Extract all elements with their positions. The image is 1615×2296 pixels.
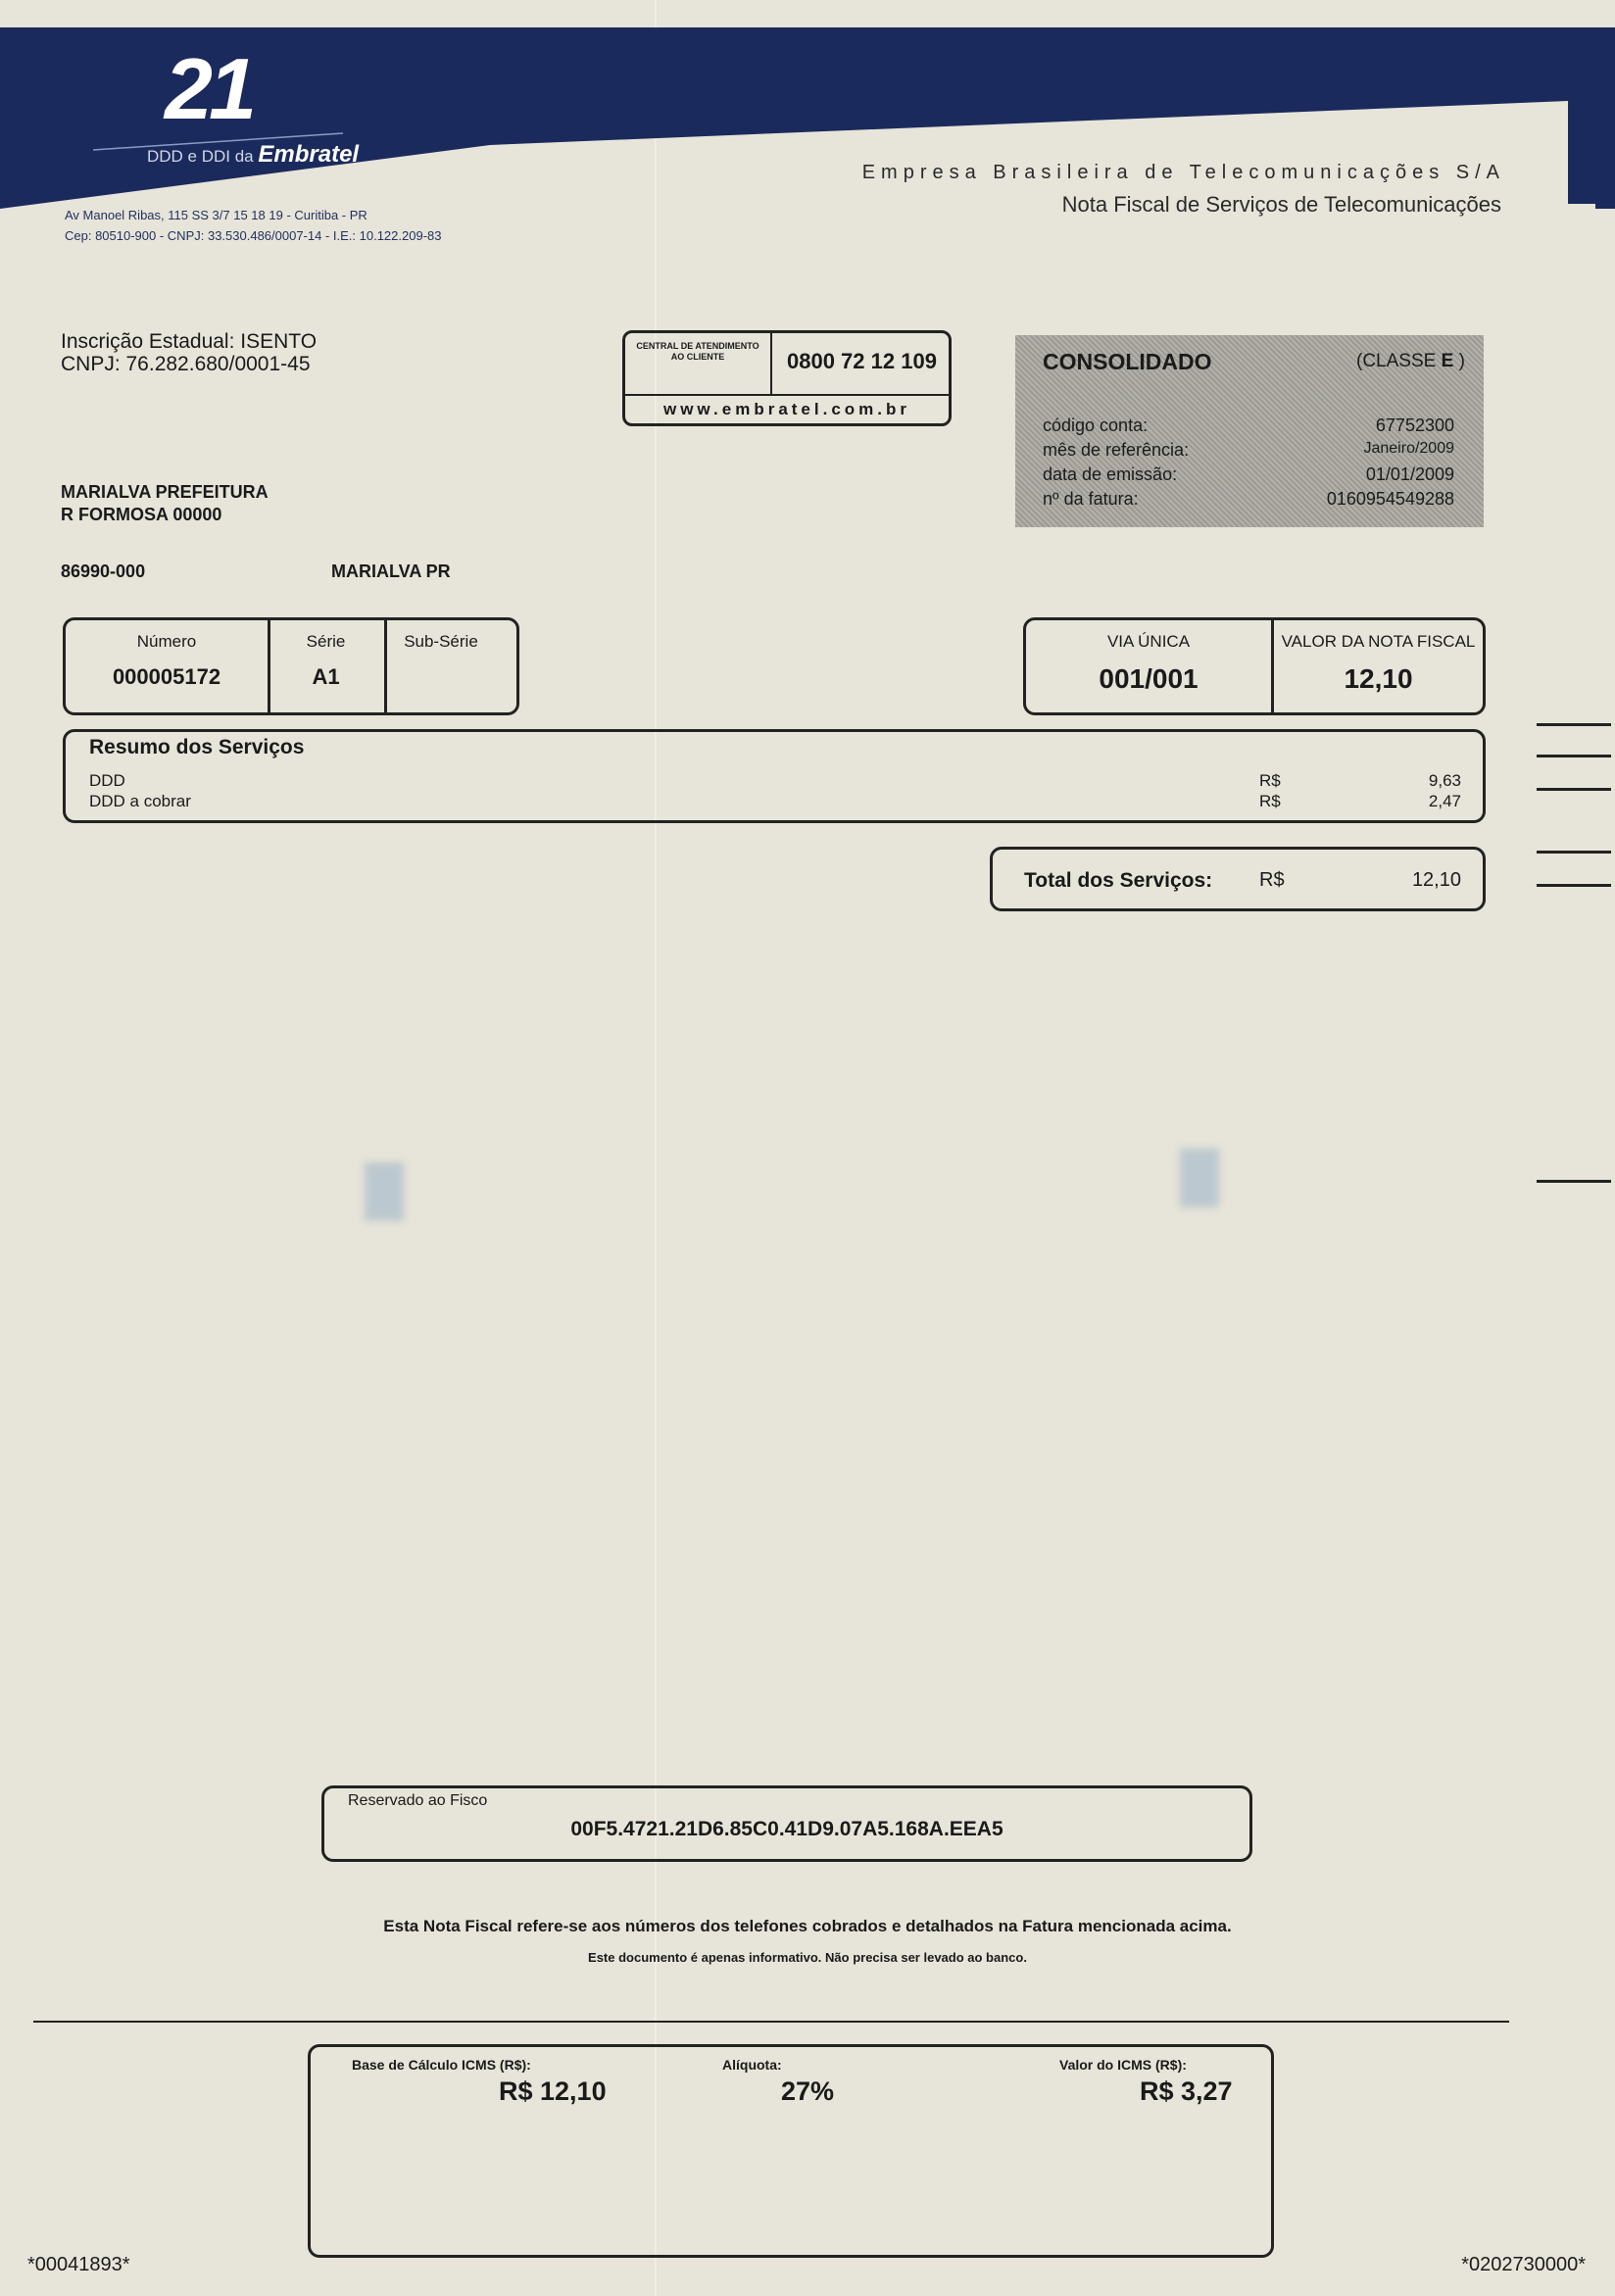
issue-date-label: data de emissão: (1043, 464, 1178, 484)
invoice-value-label: VALOR DA NOTA FISCAL (1281, 632, 1476, 651)
logo-tagline (147, 141, 359, 169)
paper-stain (1180, 1148, 1219, 1207)
numero-value: 000005172 (112, 664, 221, 689)
divider (770, 333, 772, 394)
services-summary-box (63, 729, 1486, 823)
account-title: CONSOLIDADO (1043, 349, 1212, 374)
total-label: Total dos Serviços: (1024, 869, 1213, 892)
margin-mark (1537, 851, 1611, 854)
margin-mark (1537, 788, 1611, 791)
invoice-value-box (1023, 617, 1486, 715)
serie-label: Série (306, 632, 346, 651)
customer-cep: 86990-000 (61, 562, 146, 581)
note-line-1: Esta Nota Fiscal refere-se aos números dos telefones cobrados e detalhados na Fatura mencionada acima. (383, 1917, 1232, 1935)
via-value: 001/001 (1099, 663, 1199, 694)
customer-street: R FORMOSA 00000 (61, 505, 222, 524)
fisco-code: 00F5.4721.21D6.85C0.41D9.07A5.168A.EEA5 (570, 1818, 1003, 1840)
service-amount: 2,47 (1428, 792, 1461, 810)
margin-mark (1537, 1180, 1611, 1183)
icms-box (308, 2044, 1274, 2258)
serie-value: A1 (312, 664, 340, 689)
paper-stain (365, 1162, 404, 1221)
account-code-value: 67752300 (1375, 415, 1454, 435)
invoice-id-box (63, 617, 519, 715)
invoice-number-value: 0160954549288 (1326, 489, 1454, 509)
service-amount: 9,63 (1428, 771, 1461, 790)
issue-date-value: 01/01/2009 (1365, 464, 1454, 484)
margin-mark (1537, 723, 1611, 726)
service-currency: R$ (1259, 771, 1281, 790)
note-line-2: Este documento é apenas informativo. Não precisa ser levado ao banco. (588, 1950, 1027, 1965)
logo-prefix: DDD e DDI da (147, 147, 254, 166)
customer-service-label: CENTRAL DE ATENDIMENTO AO CLIENTE (636, 341, 759, 362)
icms-valor-value: R$ 3,27 (1140, 2076, 1233, 2106)
footer-left-code: *00041893* (27, 2254, 130, 2275)
total-amount: 12,10 (1411, 869, 1461, 891)
customer-service-box (622, 330, 952, 426)
footer-right-code: *0202730000* (1461, 2254, 1586, 2275)
customer-cnpj: CNPJ: 76.282.680/0001-45 (61, 353, 311, 375)
customer-city: MARIALVA PR (331, 562, 451, 581)
invoice-number-label: nº da fatura: (1043, 489, 1139, 509)
logo-name: Embratel (258, 141, 360, 168)
divider-line (33, 2021, 1509, 2023)
company-name: Empresa Brasileira de Telecomunicações S/A (861, 162, 1505, 183)
account-panel (1015, 335, 1484, 527)
reference-month-label: mês de referência: (1043, 440, 1190, 460)
account-class: (CLASSE E ) (1356, 351, 1465, 371)
via-label: VIA ÚNICA (1106, 632, 1191, 651)
issuer-registration: Cep: 80510-900 - CNPJ: 33.530.486/0007-14 - I.E.: 10.122.209-83 (65, 228, 442, 243)
account-code-label: código conta: (1043, 415, 1149, 435)
fisco-label: Reservado ao Fisco (348, 1792, 488, 1809)
services-total-box (990, 847, 1486, 911)
website-link[interactable]: www.embratel.com.br (662, 400, 911, 418)
customer-service-phone: 0800 72 12 109 (787, 349, 937, 373)
service-name: DDD (89, 771, 125, 790)
reference-month-value: Janeiro/2009 (1363, 440, 1454, 457)
document-title: Nota Fiscal de Serviços de Telecomunicações (1061, 192, 1501, 217)
margin-mark (1537, 884, 1611, 887)
fisco-box (321, 1785, 1252, 1862)
services-title: Resumo dos Serviços (89, 736, 305, 758)
customer-name: MARIALVA PREFEITURA (61, 482, 269, 502)
service-name: DDD a cobrar (89, 792, 191, 810)
invoice-value: 12,10 (1344, 663, 1413, 694)
customer-inscricao: Inscrição Estadual: ISENTO (61, 330, 318, 353)
icms-aliquota-label: Alíquota: (722, 2057, 782, 2073)
issuer-address: Av Manoel Ribas, 115 SS 3/7 15 18 19 - Curitiba - PR (65, 208, 367, 222)
subserie-label: Sub-Série (404, 632, 478, 651)
icms-base-value: R$ 12,10 (499, 2076, 607, 2106)
service-currency: R$ (1259, 792, 1281, 810)
total-currency: R$ (1259, 869, 1285, 891)
icms-aliquota-value: 27% (781, 2076, 835, 2106)
icms-valor-label: Valor do ICMS (R$): (1059, 2057, 1187, 2073)
numero-label: Número (136, 632, 197, 651)
margin-mark (1537, 755, 1611, 757)
divider (625, 394, 949, 396)
logo-number: 21 (165, 40, 253, 137)
icms-base-label: Base de Cálculo ICMS (R$): (352, 2057, 531, 2073)
